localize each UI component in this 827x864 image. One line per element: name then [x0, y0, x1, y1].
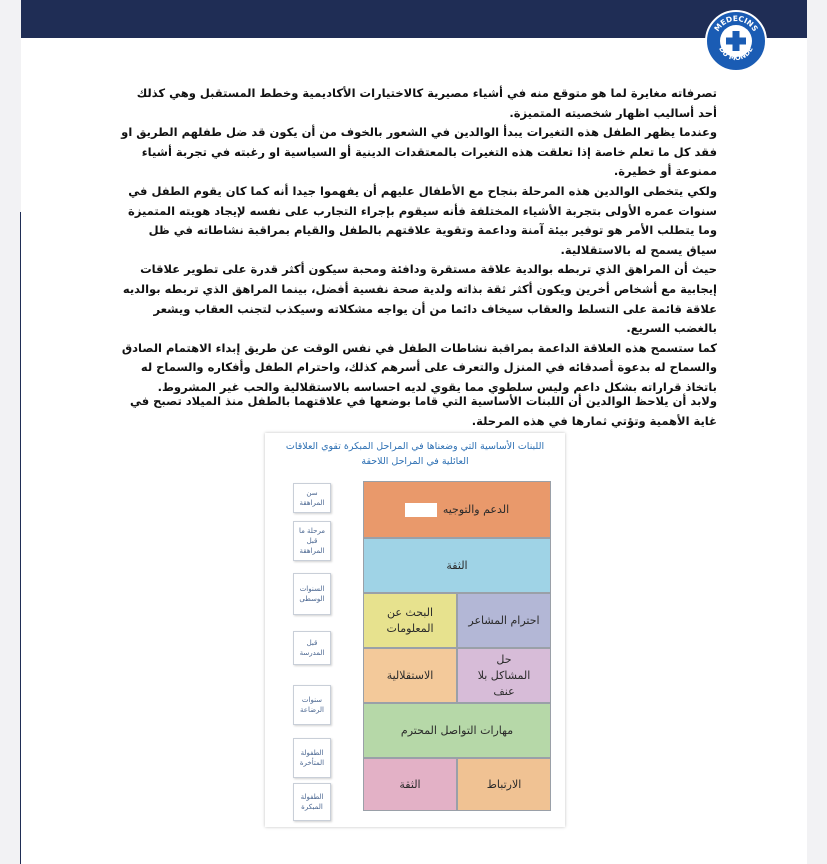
paragraph: وعندما يظهر الطفل هذه التغيرات يبدأ الوالدين في الشعور بالخوف من أن يكون قد ضل طفلهم الطريق او فقد كل ما تعلم خاصة إذا تعلقت هذه التغيرات بالمعتقدات الدينية أو السياسية او رغبته في تجربة أشياء ممنوعة أو خطيرة.	[121, 125, 717, 179]
logo-graphic	[707, 12, 765, 70]
figure-title: اللبنات الأساسية التي وضعناها في المراحل المبكرة تقوي العلاقات العائلية في المراحل اللاحقة	[285, 441, 545, 467]
paragraph: ولكي يتخطى الوالدين هذه المرحلة بنجاح مع الأطفال عليهم أن يفهموا جيدا أنه كما كان يقوم الطفل في سنوات عمره الأولى بتجربة الأشياء المختلفة فأنه سيقوم بإجراء التجارب على نفسه لإيجاد هويته المتميزة وما يتطلب الأمر هو توفير بيئة آمنة وداعمة وتقوية علاقتهم بالطفل والقيام بمراقبة نشاطاته في ظل سياق يسمح له بالاستقلالية.	[128, 183, 717, 257]
block-communication	[363, 703, 551, 758]
block-trust-base-label: الثقة	[399, 777, 421, 791]
block-support	[363, 481, 551, 538]
document-page	[21, 0, 807, 864]
body-text-section-1	[117, 84, 717, 398]
block-respect-feelings	[457, 593, 551, 648]
block-trust-base	[363, 758, 457, 811]
block-support-label: الدعم والتوجيه	[442, 502, 510, 516]
medecins-du-monde-logo	[705, 10, 767, 72]
blank-box	[405, 503, 437, 517]
block-communication-label: مهارات التواصل المحترم	[400, 723, 514, 737]
block-trust-label: الثقة	[446, 558, 468, 572]
stage-label-early-childhood: الطفولة المبكرة	[293, 783, 331, 821]
paragraph: ولابد أن يلاحظ الوالدين أن اللبنات الأساسية التي قاما بوضعها في علاقتهما بالطفل منذ الميلاد تصبح في غاية الأهمية وتؤتي ثمارها في هذه المرحلة.	[129, 394, 717, 428]
header-band	[21, 0, 807, 38]
cross-icon-bar	[726, 38, 746, 45]
block-search-label: البحث عن المعلومات	[386, 605, 434, 635]
block-attachment-label: الارتباط	[486, 777, 522, 791]
stage-label-middle-years: السنوات الوسطى	[293, 573, 331, 615]
paragraph: تصرفاته مغايرة لما هو متوقع منه في أشياء مصيرية كالاختيارات الأكاديمية وخطط المستقبل وهي كذلك أحد أساليب اظهار شخصيته المتميزة.	[136, 86, 717, 120]
block-independence	[363, 648, 457, 703]
paragraph: كما ستسمح هذه العلاقة الداعمة بمراقبة نشاطات الطفل في نفس الوقت عن طريق إبداء الاهتمام الصادق والسماح له بدعوة أصدقائه في المنزل والتعرف على أسرهم كذلك، واحترام الطفل وأفكاره والسماح له باتخاذ قراراته بشكل داعم وليس سلطوي مما يقوي لديه احساسه بالاستقلالية والحب غير المشروط.	[121, 340, 717, 394]
block-attachment	[457, 758, 551, 811]
building-blocks-pyramid	[363, 481, 551, 811]
stage-label-preadolescence: مرحلة ما قبل المراهقة	[293, 521, 331, 561]
block-conflict-label: حل المشاكل بلا عنف	[477, 652, 531, 698]
body-text-section-2	[117, 392, 717, 431]
block-respect-label: احترام المشاعر	[468, 613, 540, 627]
building-blocks-figure	[265, 433, 565, 827]
logo-top-text: MEDECINS	[712, 13, 760, 34]
block-conflict-resolution	[457, 648, 551, 703]
stage-label-adolescence: سن المراهقة	[293, 483, 331, 513]
block-trust	[363, 538, 551, 593]
block-information-search	[363, 593, 457, 648]
stage-label-infancy: سنوات الرضاعة	[293, 685, 331, 725]
stage-label-late-childhood: الطفولة المتأخرة	[293, 738, 331, 778]
stage-label-preschool: قبل المدرسة	[293, 631, 331, 665]
paragraph: حيث أن المراهق الذي تربطه بوالدية علاقة مستقرة ودافئة ومحبة سيكون أكثر قدرة على تطوير علاقات إيجابية مع أشخاص أخرين ويكون أكثر ثقة بذاته ولدية صحة نفسية أفضل، بينما المراهق الذي تربطه بوالديه علاقة قائمة على التسلط والعقاب سيخاف دائما من أن يواجه مشكلاته وسيكذب لتجنب العقاب ويشعر بالغضب السريع.	[122, 262, 717, 336]
block-independence-label: الاستقلالية	[386, 668, 434, 682]
logo-bottom-text: DU MONDE	[717, 45, 755, 63]
